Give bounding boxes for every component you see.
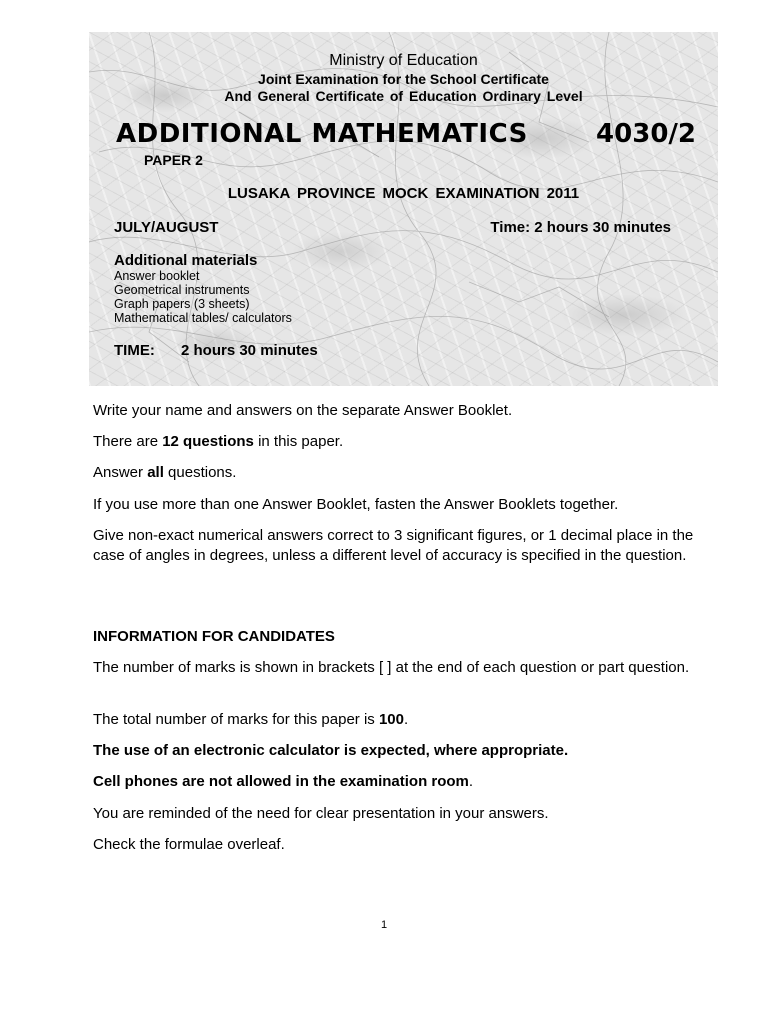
exam-session: JULY/AUGUST: [114, 219, 219, 236]
info-calculator: The use of an electronic calculator is expected, where appropriate.: [93, 742, 569, 759]
ministry-heading: Ministry of Education: [329, 52, 478, 69]
total-marks-value: 100: [378, 711, 404, 728]
cell-phones-rule: Cell phones are not allowed in the examination room: [93, 773, 469, 790]
material-item: Mathematical tables/ calculators: [114, 311, 292, 325]
information-heading: INFORMATION FOR CANDIDATES: [93, 628, 335, 645]
time-label: TIME:: [114, 342, 155, 359]
material-item: Answer booklet: [114, 269, 200, 283]
info-text: The total number of marks for this paper is: [93, 711, 379, 728]
instruction-text: There are: [93, 433, 163, 450]
gce-line: And General Certificate of Education Ordinary Level: [224, 88, 583, 104]
exam-name: LUSAKA PROVINCE MOCK EXAMINATION 2011: [227, 185, 580, 202]
info-text: .: [468, 773, 474, 790]
material-item: Geometrical instruments: [114, 283, 250, 297]
info-cell-phones: [93, 772, 703, 792]
all-emphasis: all: [147, 464, 164, 481]
page-number: 1: [380, 919, 388, 931]
instruction-accuracy: Give non-exact numerical answers correct to 3 significant figures, or 1 decimal place in the case of angles in degrees, unless a different level of accuracy is specified in the question.: [93, 527, 694, 564]
instruction-text: questions.: [163, 464, 237, 481]
info-text: .: [403, 711, 409, 728]
paper-code: 4030/2: [596, 119, 696, 149]
question-count: 12 questions: [162, 433, 254, 450]
paper-number: PAPER 2: [144, 152, 203, 168]
additional-materials-label: Additional materials: [114, 252, 258, 269]
info-formulae: Check the formulae overleaf.: [93, 836, 285, 853]
exam-header-banner: [89, 32, 718, 386]
instruction-answer-booklet: Write your name and answers on the separate Answer Booklet.: [93, 402, 513, 419]
time-allowed-header: Time: 2 hours 30 minutes: [490, 219, 671, 236]
instruction-text: Answer: [93, 464, 148, 481]
instruction-fasten-booklets: If you use more than one Answer Booklet, fasten the Answer Booklets together.: [93, 496, 619, 513]
info-presentation: You are reminded of the need for clear presentation in your answers.: [93, 805, 549, 822]
instruction-answer-all: [93, 463, 703, 483]
instruction-text: in this paper.: [253, 433, 344, 450]
info-marks-brackets: The number of marks is shown in brackets [ ] at the end of each question or part question.: [93, 659, 690, 676]
instruction-question-count: [93, 432, 703, 452]
time-value: 2 hours 30 minutes: [181, 342, 318, 359]
material-item: Graph papers (3 sheets): [114, 297, 250, 311]
info-total-marks: [93, 710, 703, 730]
subject-title: ADDITIONAL MATHEMATICS: [116, 119, 528, 149]
joint-exam-line: Joint Examination for the School Certificate: [258, 71, 549, 87]
